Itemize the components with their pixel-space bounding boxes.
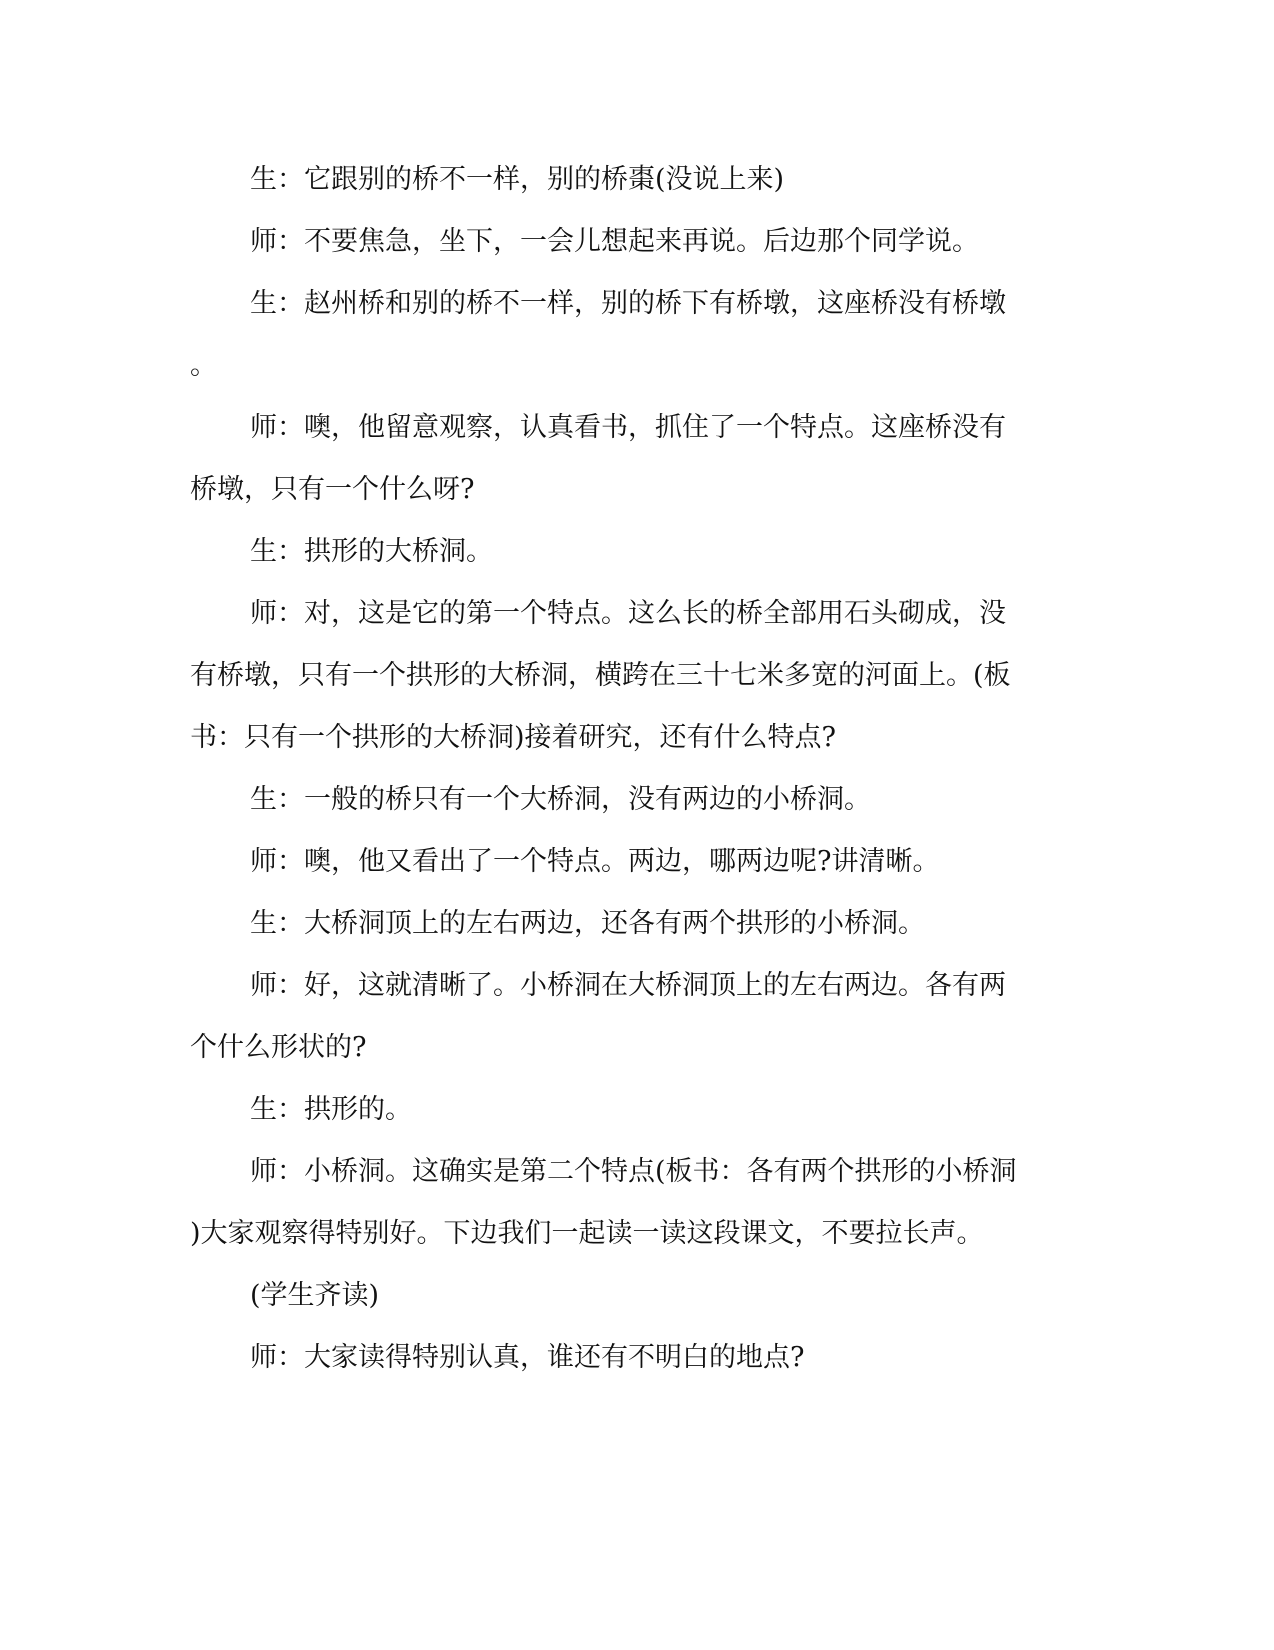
text-line: 生：大桥洞顶上的左右两边，还各有两个拱形的小桥洞。 bbox=[250, 908, 925, 939]
text-line: 有桥墩，只有一个拱形的大桥洞，横跨在三十七米多宽的河面上。(板 bbox=[190, 660, 1011, 691]
text-line: 师：小桥洞。这确实是第二个特点(板书：各有两个拱形的小桥洞 bbox=[250, 1156, 1017, 1187]
text-line: 生：一般的桥只有一个大桥洞，没有两边的小桥洞。 bbox=[250, 784, 871, 815]
text-line: 师：对，这是它的第一个特点。这么长的桥全部用石头砌成，没 bbox=[250, 598, 1006, 629]
text-line: 。 bbox=[190, 350, 217, 381]
text-line: 师：好，这就清晰了。小桥洞在大桥洞顶上的左右两边。各有两 bbox=[250, 970, 1006, 1001]
text-line: 个什么形状的? bbox=[190, 1032, 367, 1063]
text-line: 师：噢，他又看出了一个特点。两边，哪两边呢?讲清晰。 bbox=[250, 846, 940, 877]
text-line: 生：赵州桥和别的桥不一样，别的桥下有桥墩，这座桥没有桥墩 bbox=[250, 288, 1006, 319]
text-line: 师：噢，他留意观察，认真看书，抓住了一个特点。这座桥没有 bbox=[250, 412, 1006, 443]
text-line: 生：拱形的。 bbox=[250, 1094, 412, 1125]
text-line: 师：不要焦急，坐下，一会儿想起来再说。后边那个同学说。 bbox=[250, 226, 979, 257]
text-line: )大家观察得特别好。下边我们一起读一读这段课文，不要拉长声。 bbox=[190, 1218, 984, 1249]
text-line: (学生齐读) bbox=[250, 1280, 380, 1311]
text-line: 师：大家读得特别认真，谁还有不明白的地点? bbox=[250, 1342, 805, 1373]
text-line: 生：它跟别的桥不一样，别的桥棗(没说上来) bbox=[250, 164, 785, 195]
text-line: 生：拱形的大桥洞。 bbox=[250, 536, 493, 567]
text-line: 书：只有一个拱形的大桥洞)接着研究，还有什么特点? bbox=[190, 722, 837, 753]
text-line: 桥墩，只有一个什么呀? bbox=[190, 474, 475, 505]
